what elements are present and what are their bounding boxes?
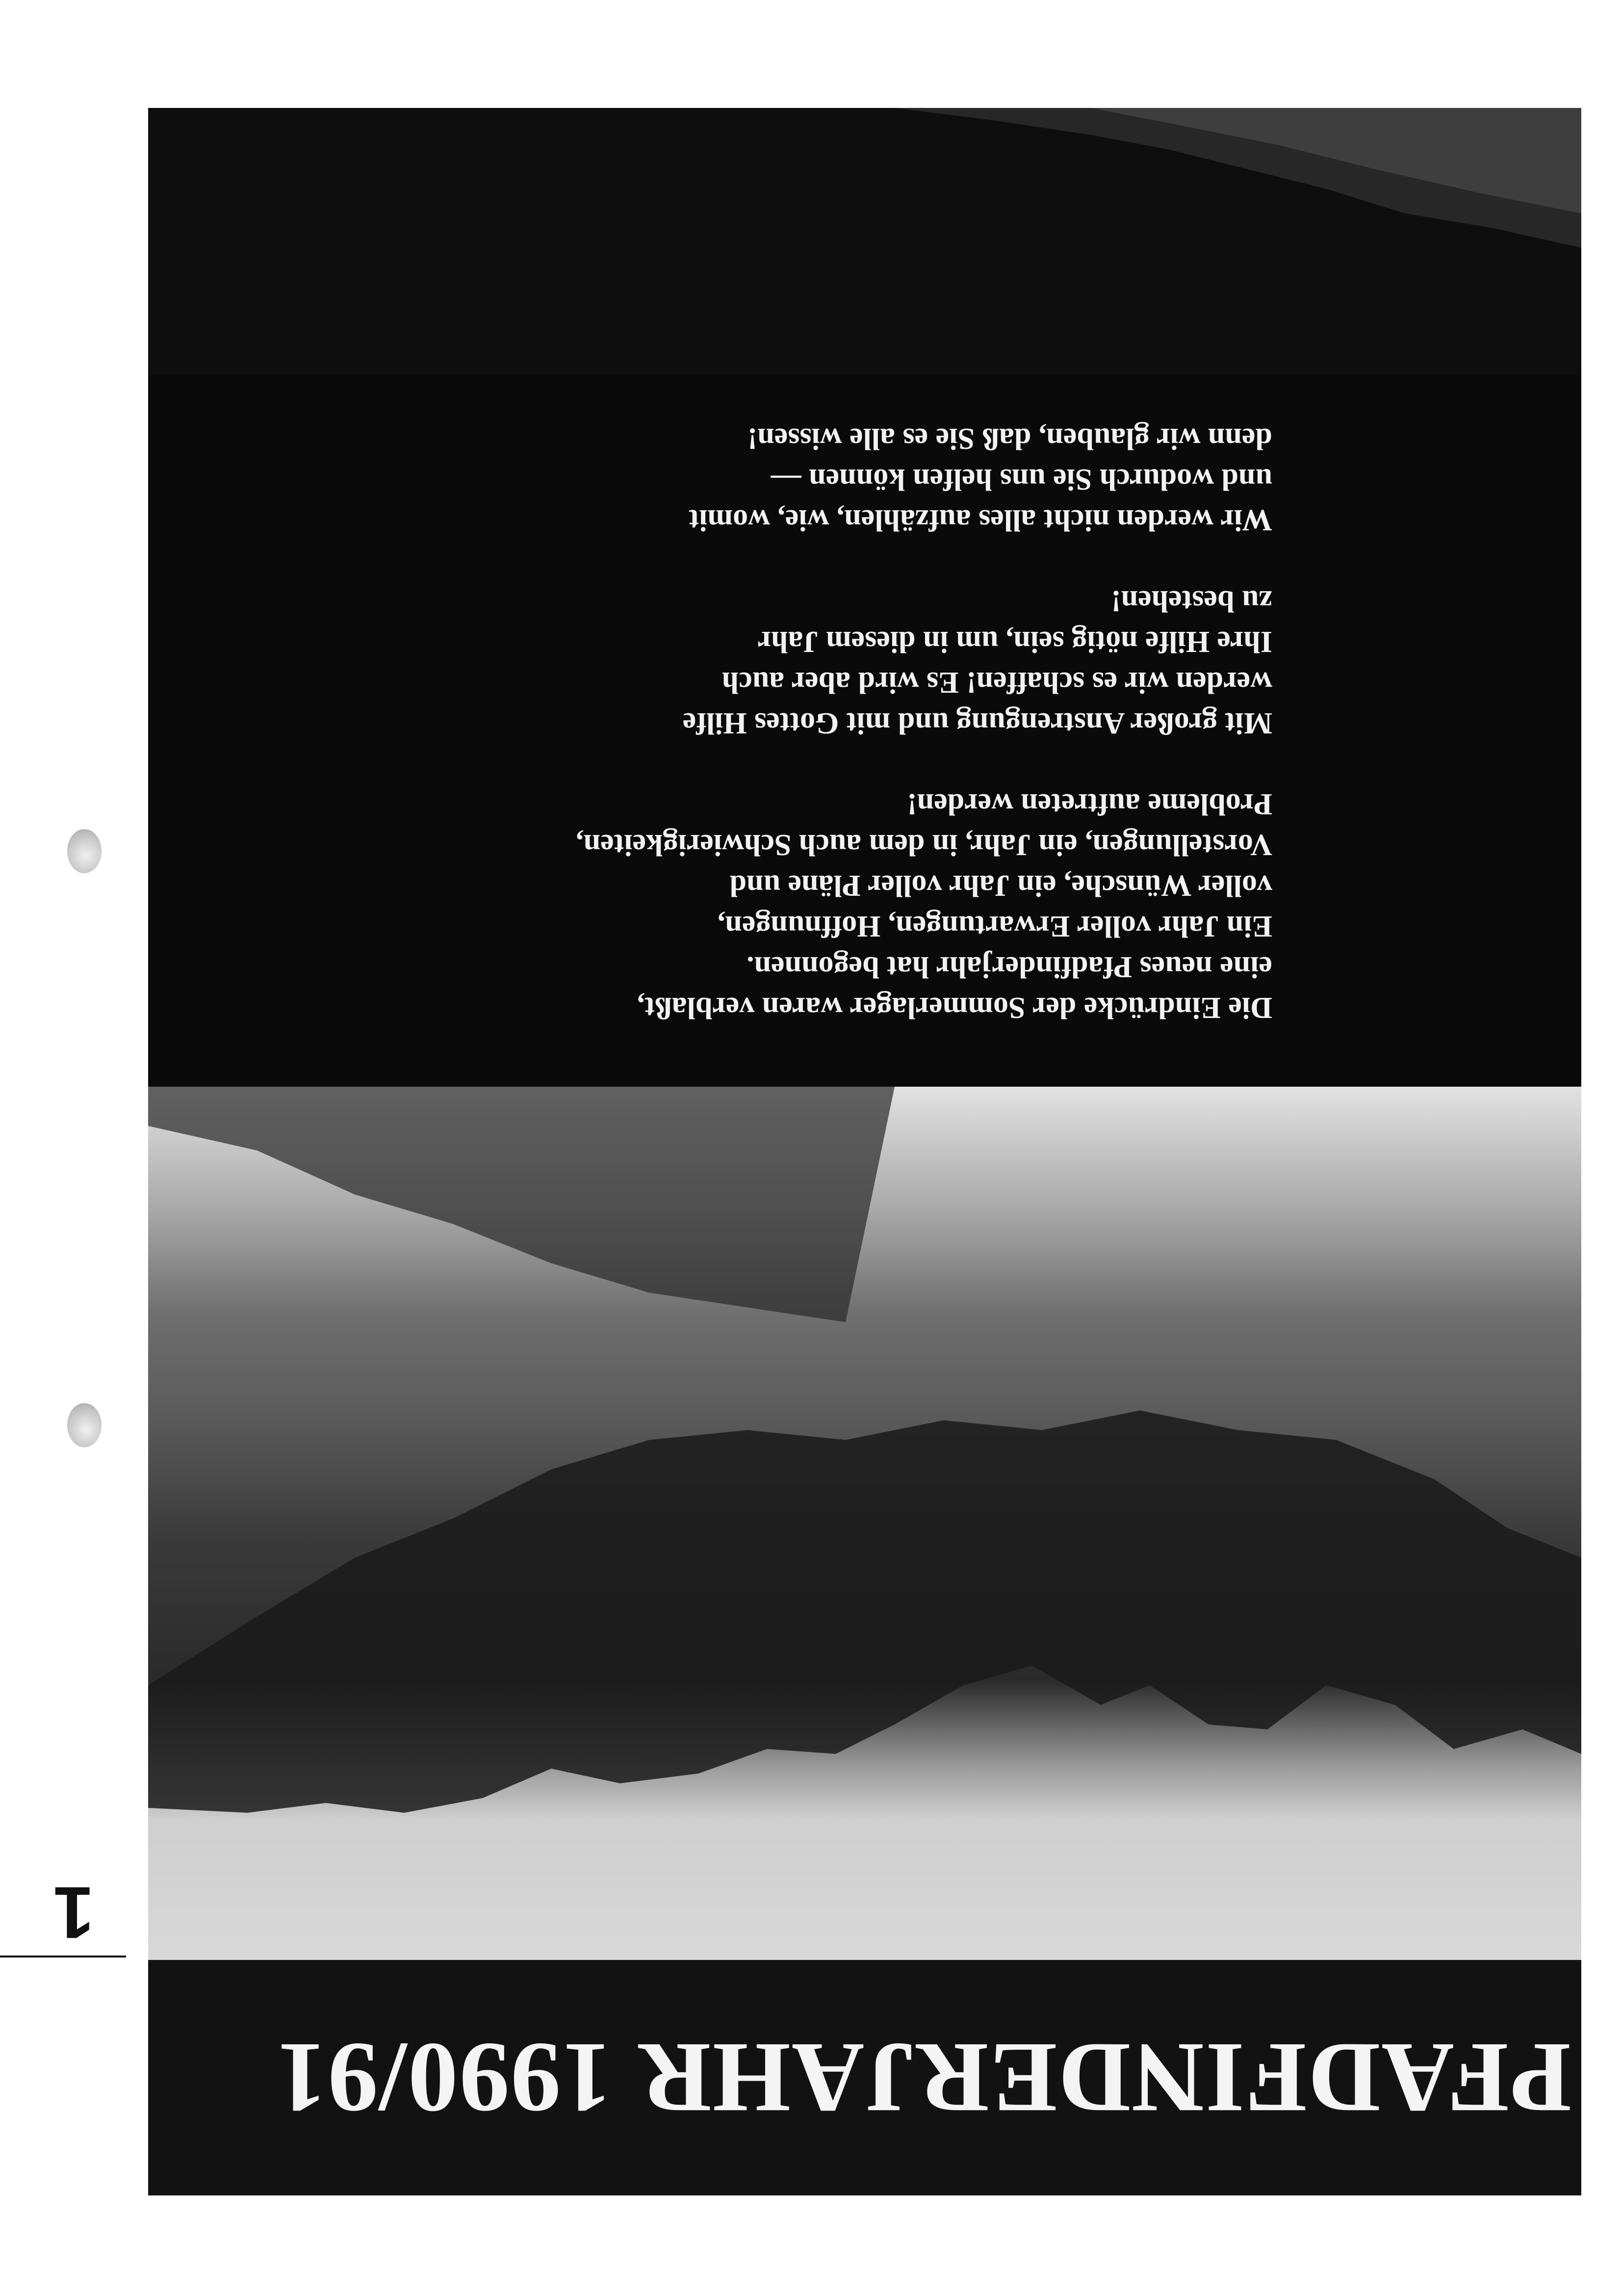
text-line: Vorstellungen, ein Jahr, in dem auch Schwierigkeiten,: [576, 828, 1272, 861]
body-text: [193, 378, 1272, 1028]
text-line: Ihre Hilfe nötig sein, um in diesem Jahr: [757, 625, 1272, 658]
paragraph: [193, 418, 1272, 540]
text-line: Mit großer Anstrengung und mit Gottes Hilfe: [682, 706, 1272, 740]
mountain-silhouette: [148, 1087, 1581, 1960]
page-number-rule: [0, 1956, 126, 1957]
text-line: werden wir es schaffen! Es wird aber auch: [721, 666, 1272, 699]
text-line: Probleme auftreten werden!: [907, 787, 1272, 821]
page-title: PFADFINDERJAHR 1990/91: [275, 2022, 1571, 2134]
text-line: zu bestehen!: [1111, 584, 1272, 618]
cover-panel: [148, 108, 1581, 2195]
punch-hole: [67, 1403, 102, 1447]
text-line: Die Eindrücke der Sommerlager waren verblaßt,: [637, 991, 1272, 1024]
page-number: 1: [53, 1872, 94, 1954]
sky-photo-strip: [148, 108, 1581, 375]
cloud-silhouette: [148, 108, 1581, 375]
text-line: eine neues Pfadfinderjahr hat begonnen.: [747, 950, 1272, 984]
landscape-photo: [148, 1087, 1581, 1960]
title-band: [148, 1960, 1581, 2195]
text-line: Wir werden nicht alles aufzählen, wie, womit: [689, 503, 1272, 537]
text-line: und wodurch Sie uns helfen können —: [771, 463, 1272, 496]
paragraph: [193, 783, 1272, 1028]
text-line: voller Wünsche, ein Jahr voller Pläne und: [729, 869, 1272, 902]
punch-hole: [67, 829, 102, 873]
text-line: Ein Jahr voller Erwartungen, Hoffnungen,: [717, 910, 1272, 943]
text-line: denn wir glauben, daß Sie es alle wissen!: [747, 422, 1272, 455]
text-block: [148, 375, 1581, 1087]
paragraph: [193, 580, 1272, 743]
